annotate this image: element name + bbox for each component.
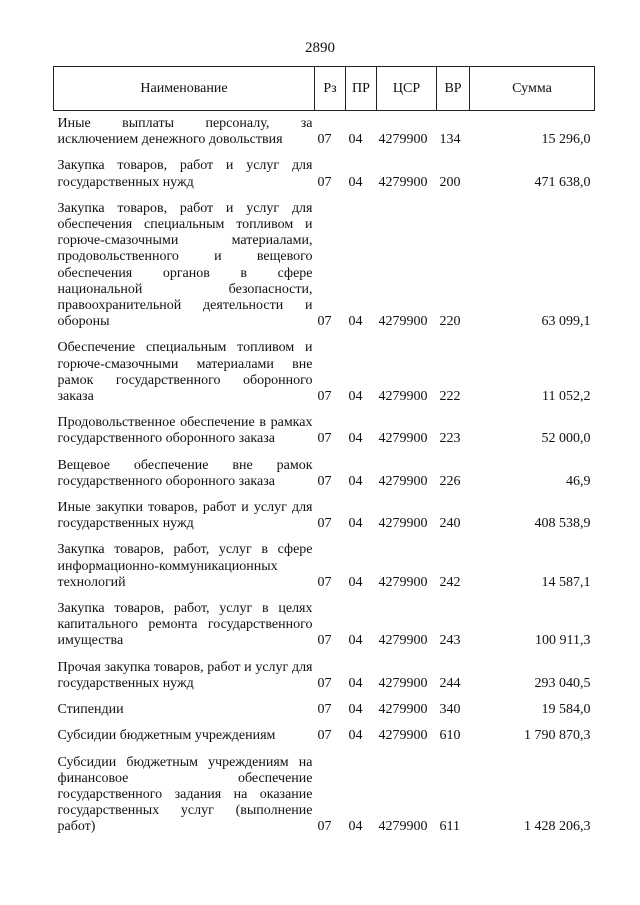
- cell-vr: 244: [439, 675, 461, 691]
- page-number: 2890: [305, 40, 335, 56]
- cell-rz: 07: [317, 473, 332, 489]
- cell-name: Закупка товаров, работ и услуг для обеспечения специальным топливом и горюче-смазочными материалами, продовольственного и вещевого обеспечения органов в сфере национальной безопасности, правоохранительной деятельности и обороны: [57, 200, 313, 330]
- header-pr: ПР: [346, 67, 377, 111]
- table-row: [54, 660, 595, 702]
- cell-sum: 1 428 206,3: [524, 819, 591, 835]
- cell-rz: 07: [317, 516, 332, 532]
- table-header: [54, 67, 595, 111]
- cell-csr: 4279900: [378, 389, 428, 405]
- table-body: [54, 111, 595, 846]
- cell-pr: 04: [348, 702, 363, 718]
- header-rz: Рз: [315, 67, 346, 111]
- cell-rz: 07: [317, 574, 332, 590]
- cell-rz: 07: [317, 633, 332, 649]
- cell-sum: 100 911,3: [535, 633, 591, 649]
- cell-name: Закупка товаров, работ, услуг в целях капитального ремонта государственного имущества: [57, 601, 313, 649]
- cell-name: Обеспечение специальным топливом и горюче-смазочными материалами вне рамок государственного оборонного заказа: [57, 340, 313, 405]
- cell-rz: 07: [317, 314, 332, 330]
- cell-rz: 07: [317, 675, 332, 691]
- table-row: [54, 111, 595, 159]
- cell-vr: 222: [439, 389, 461, 405]
- cell-name: Стипендии: [57, 702, 124, 718]
- cell-vr: 226: [439, 473, 461, 489]
- cell-name: Иные выплаты персоналу, за исключением денежного довольствия: [57, 116, 313, 148]
- cell-vr: 243: [439, 633, 461, 649]
- cell-rz: 07: [317, 174, 332, 190]
- cell-name: Субсидии бюджетным учреждениям: [57, 728, 276, 744]
- cell-sum: 1 790 870,3: [524, 728, 591, 744]
- cell-csr: 4279900: [378, 132, 428, 148]
- cell-pr: 04: [348, 174, 363, 190]
- cell-name: Продовольственное обеспечение в рамках государственного оборонного заказа: [57, 415, 313, 447]
- cell-csr: 4279900: [378, 473, 428, 489]
- table-row: [54, 415, 595, 457]
- cell-csr: 4279900: [378, 431, 428, 447]
- cell-csr: 4279900: [378, 574, 428, 590]
- cell-sum: 52 000,0: [541, 431, 591, 447]
- cell-csr: 4279900: [378, 819, 428, 835]
- cell-sum: 471 638,0: [534, 174, 591, 190]
- cell-vr: 223: [439, 431, 461, 447]
- cell-pr: 04: [348, 516, 363, 532]
- cell-name: Прочая закупка товаров, работ и услуг для государственных нужд: [57, 659, 313, 691]
- cell-name: Иные закупки товаров, работ и услуг для государственных нужд: [57, 500, 313, 532]
- cell-vr: 242: [439, 574, 461, 590]
- cell-name: Вещевое обеспечение вне рамок государственного оборонного заказа: [57, 457, 313, 489]
- cell-sum: 46,9: [566, 473, 591, 489]
- cell-vr: 240: [439, 516, 461, 532]
- cell-pr: 04: [348, 473, 363, 489]
- cell-sum: 11 052,2: [542, 389, 591, 405]
- cell-rz: 07: [317, 819, 332, 835]
- table-row: [54, 201, 595, 341]
- cell-rz: 07: [317, 702, 332, 718]
- cell-rz: 07: [317, 389, 332, 405]
- cell-csr: 4279900: [378, 675, 428, 691]
- cell-csr: 4279900: [378, 174, 428, 190]
- table-row: [54, 158, 595, 200]
- cell-sum: 293 040,5: [534, 675, 591, 691]
- cell-pr: 04: [348, 819, 363, 835]
- cell-sum: 63 099,1: [541, 314, 591, 330]
- table-row: [54, 601, 595, 660]
- table-row: [54, 458, 595, 500]
- cell-rz: 07: [317, 431, 332, 447]
- header-name: Наименование: [54, 67, 315, 111]
- cell-vr: 610: [439, 728, 461, 744]
- cell-vr: 611: [439, 819, 460, 835]
- budget-table: [53, 66, 595, 846]
- cell-vr: 220: [439, 314, 461, 330]
- cell-pr: 04: [348, 314, 363, 330]
- table-row: [54, 702, 595, 728]
- cell-csr: 4279900: [378, 728, 428, 744]
- cell-pr: 04: [348, 389, 363, 405]
- cell-name: Закупка товаров, работ, услуг в сфере информационно-коммуникационных технологий: [57, 542, 313, 590]
- header-sum: Сумма: [470, 67, 595, 111]
- cell-csr: 4279900: [378, 516, 428, 532]
- cell-pr: 04: [348, 132, 363, 148]
- cell-name: Закупка товаров, работ и услуг для государственных нужд: [57, 158, 313, 190]
- cell-csr: 4279900: [378, 314, 428, 330]
- table-row: [54, 340, 595, 415]
- cell-vr: 134: [439, 132, 461, 148]
- cell-vr: 340: [439, 702, 461, 718]
- cell-name: Субсидии бюджетным учреждениям на финансовое обеспечение государственного задания на оказание государственных услуг (выполнение работ): [57, 754, 313, 835]
- cell-pr: 04: [348, 431, 363, 447]
- table-row: [54, 728, 595, 754]
- cell-rz: 07: [317, 728, 332, 744]
- cell-sum: 408 538,9: [534, 516, 591, 532]
- cell-pr: 04: [348, 574, 363, 590]
- cell-rz: 07: [317, 132, 332, 148]
- table-row: [54, 755, 595, 846]
- header-csr: ЦСР: [377, 67, 437, 111]
- table-row: [54, 542, 595, 601]
- cell-sum: 14 587,1: [541, 574, 591, 590]
- header-vr: ВР: [437, 67, 470, 111]
- cell-csr: 4279900: [378, 633, 428, 649]
- cell-csr: 4279900: [378, 702, 428, 718]
- cell-pr: 04: [348, 675, 363, 691]
- table-row: [54, 500, 595, 542]
- cell-sum: 15 296,0: [541, 132, 591, 148]
- cell-sum: 19 584,0: [541, 702, 591, 718]
- cell-pr: 04: [348, 633, 363, 649]
- cell-vr: 200: [439, 174, 461, 190]
- cell-pr: 04: [348, 728, 363, 744]
